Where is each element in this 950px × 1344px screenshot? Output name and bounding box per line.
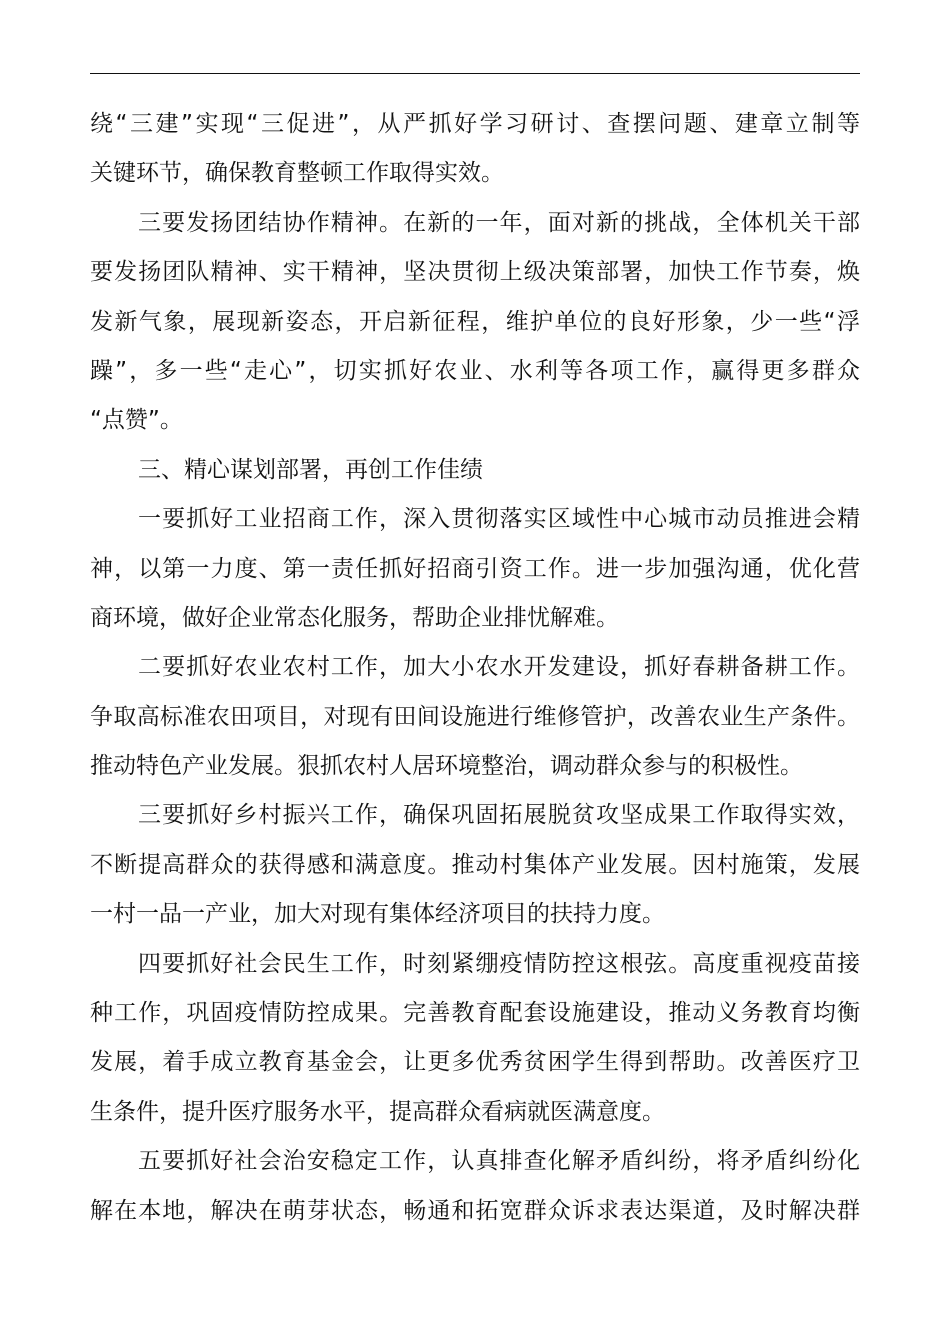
text-line: 生条件，提升医疗服务水平，提高群众看病就医满意度。 xyxy=(90,1098,665,1125)
text-line: “点赞”。 xyxy=(90,407,183,434)
text-line: 五要抓好社会治安稳定工作，认真排查化解矛盾纠纷，将矛盾纠纷化 xyxy=(138,1148,860,1175)
text-line: 一村一品一产业，加大对现有集体经济项目的扶持力度。 xyxy=(90,901,665,928)
text-line: 三要发扬团结协作精神。在新的一年，面对新的挑战，全体机关干部 xyxy=(138,209,860,236)
text-line: 争取高标准农田项目，对现有田间设施进行维修管护，改善农业生产条件。 xyxy=(90,703,860,730)
text-line: 解在本地，解决在萌芽状态，畅通和拓宽群众诉求表达渠道，及时解决群 xyxy=(90,1197,860,1224)
text-line: 不断提高群众的获得感和满意度。推动村集体产业发展。因村施策，发展 xyxy=(90,851,860,878)
header-rule xyxy=(90,73,860,74)
text-line: 神，以第一力度、第一责任抓好招商引资工作。进一步加强沟通，优化营 xyxy=(90,555,860,582)
text-line: 躁”，多一些“走心”，切实抓好农业、水利等各项工作，赢得更多群众 xyxy=(90,357,860,384)
text-line: 种工作，巩固疫情防控成果。完善教育配套设施建设，推动义务教育均衡 xyxy=(90,1000,860,1027)
text-line: 发展，着手成立教育基金会，让更多优秀贫困学生得到帮助。改善医疗卫 xyxy=(90,1049,860,1076)
text-line: 要发扬团队精神、实干精神，坚决贯彻上级决策部署，加快工作节奏，焕 xyxy=(90,259,860,286)
section-heading: 三、精心谋划部署，再创工作佳绩 xyxy=(138,456,483,483)
text-line: 推动特色产业发展。狠抓农村人居环境整治，调动群众参与的积极性。 xyxy=(90,753,803,780)
text-line: 关键环节，确保教育整顿工作取得实效。 xyxy=(90,160,504,187)
text-line: 商环境，做好企业常态化服务，帮助企业排忧解难。 xyxy=(90,604,619,631)
text-line: 发新气象，展现新姿态，开启新征程，维护单位的良好形象，少一些“浮 xyxy=(90,308,860,335)
text-line: 绕“三建”实现“三促进”，从严抓好学习研讨、查摆问题、建章立制等 xyxy=(90,111,860,137)
text-line: 四要抓好社会民生工作，时刻紧绷疫情防控这根弦。高度重视疫苗接 xyxy=(138,950,860,977)
text-line: 一要抓好工业招商工作，深入贯彻落实区域性中心城市动员推进会精 xyxy=(138,506,860,533)
text-line: 二要抓好农业农村工作，加大小农水开发建设，抓好春耕备耕工作。 xyxy=(138,654,860,681)
document-body xyxy=(90,100,860,1236)
text-line: 三要抓好乡村振兴工作，确保巩固拓展脱贫攻坚成果工作取得实效， xyxy=(138,802,860,829)
